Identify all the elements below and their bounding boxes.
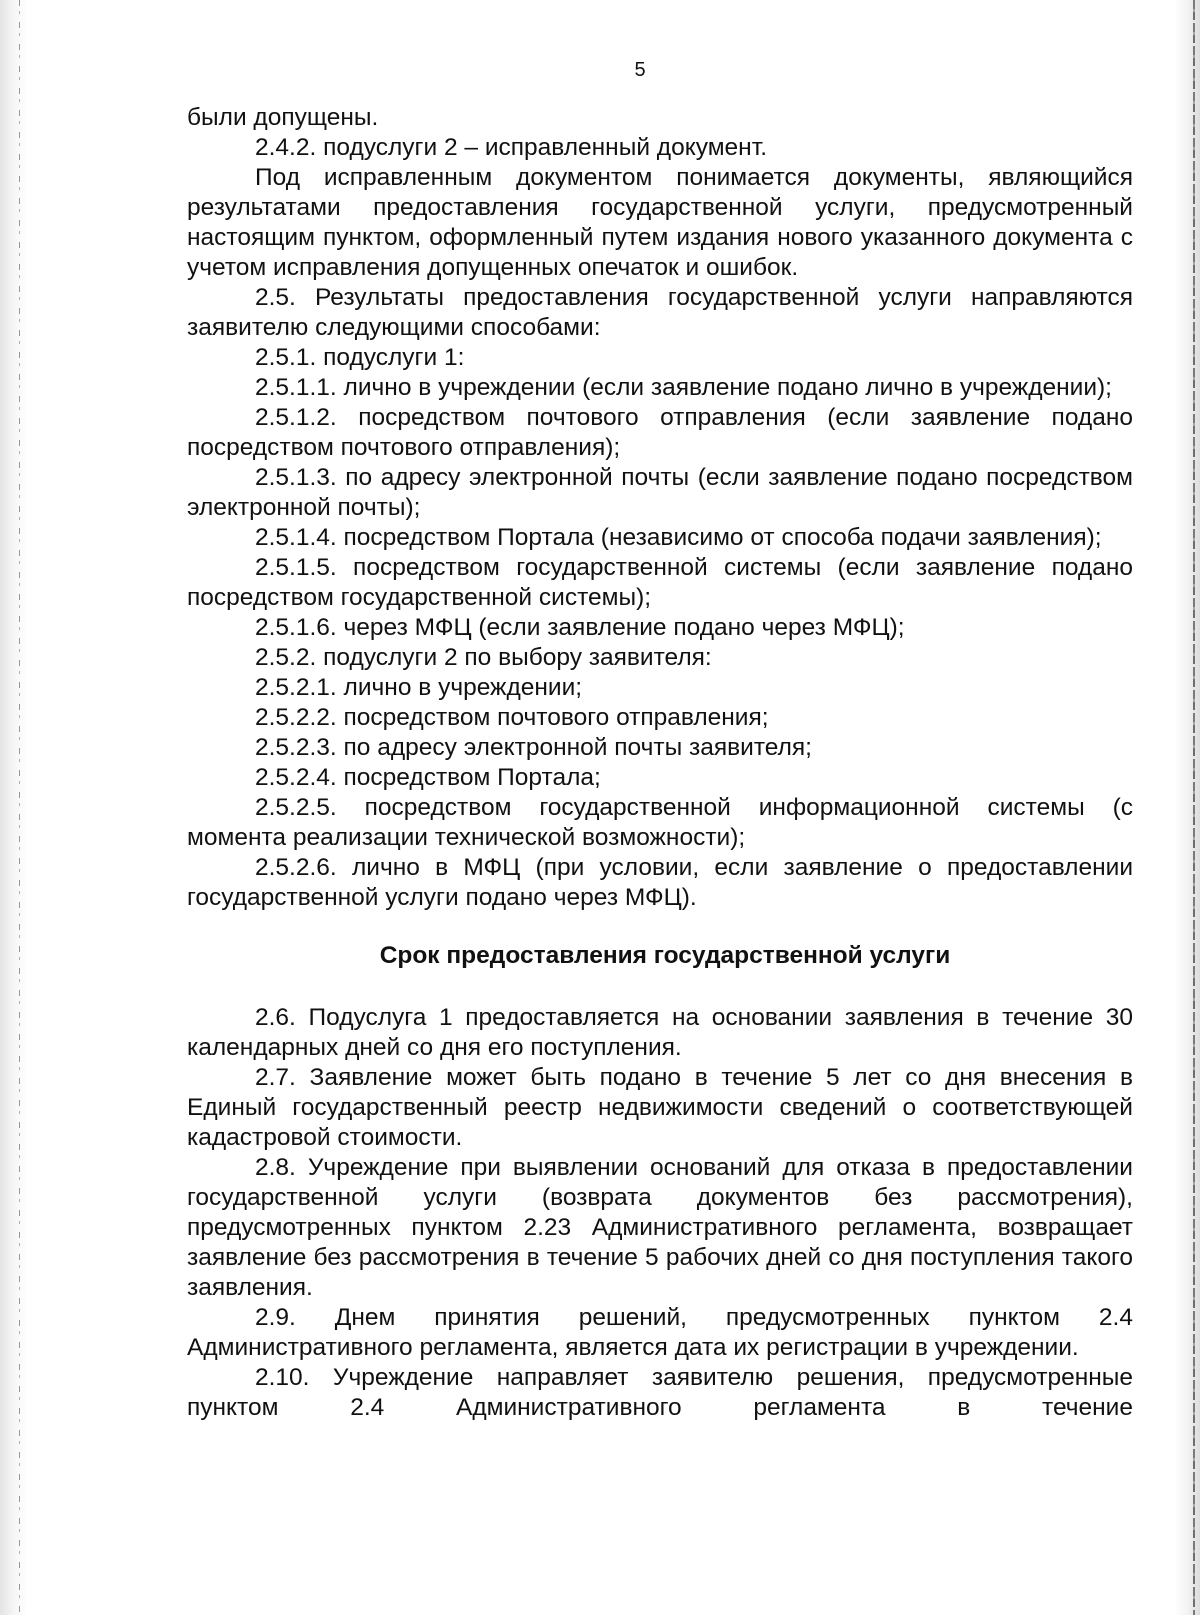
paragraph: 2.5.1.5. посредством государственной системы (если заявление подано посредством государственной системы); [187,554,1133,611]
paragraph: 2.5.2.1. лично в учреждении; [255,674,583,701]
page-number: 5 [634,59,646,81]
paragraph: 2.5.1. подуслуги 1: [255,344,465,371]
paragraph: 2.5.1.2. посредством почтового отправления (если заявление подано посредством почтового отправления); [187,404,1133,461]
paragraph: 2.6. Подуслуга 1 предоставляется на основании заявления в течение 30 календарных дней со дня его поступления. [187,1004,1133,1061]
paragraphs-after-heading [187,1003,1133,1423]
document-body [187,103,1133,1423]
section-heading: Срок предоставления государственной услуги [379,942,951,969]
scan-edge-right [1174,0,1200,1615]
paragraph: 2.9. Днем принятия решений, предусмотренных пунктом 2.4 Административного регламента, является дата их регистрации в учреждении. [187,1304,1133,1361]
paragraph: 2.5.1.6. через МФЦ (если заявление подано через МФЦ); [255,614,905,641]
paragraph: 2.5.1.4. посредством Портала (независимо от способа подачи заявления); [255,524,1102,551]
paragraph: 2.4.2. подуслуги 2 – исправленный документ. [255,134,768,161]
scan-edge-left [0,0,28,1615]
paragraph: были допущены. [187,104,379,131]
paragraph: 2.5.1.1. лично в учреждении (если заявление подано лично в учреждении); [255,374,1112,401]
paragraph: 2.5.2.4. посредством Портала; [255,764,601,791]
paragraph: Под исправленным документом понимается документы, являющийся результатами предоставления государственной услуги, предусмотренный настоящим пунктом, оформленный путем издания нового указанного документа с учетом исправления допущенных опечаток и ошибок. [187,164,1133,281]
paragraph: 2.8. Учреждение при выявлении оснований для отказа в предоставлении государственной услуги (возврата документов без рассмотрения), предусмотренных пунктом 2.23 Административного регламента, возвращает заявление без рассмотрения в течение 5 рабочих дней со дня поступления такого заявления. [187,1154,1133,1301]
paragraph: 2.5.2.5. посредством государственной информационной системы (с момента реализации технической возможности); [187,794,1133,851]
paragraphs-before-heading [187,103,1133,913]
paragraph: 2.5.2.2. посредством почтового отправления; [255,704,769,731]
paragraph: 2.5.2.3. по адресу электронной почты заявителя; [255,734,812,761]
paragraph: 2.5.2. подуслуги 2 по выбору заявителя: [255,644,712,671]
paragraph: 2.10. Учреждение направляет заявителю решения, предусмотренные пунктом 2.4 Административного регламента в течение [187,1364,1133,1421]
paragraph: 2.5.1.3. по адресу электронной почты (если заявление подано посредством электронной почты); [187,464,1133,521]
paragraph: 2.5. Результаты предоставления государственной услуги направляются заявителю следующими способами: [187,284,1133,341]
paragraph: 2.5.2.6. лично в МФЦ (при условии, если заявление о предоставлении государственной услуги подано через МФЦ). [187,854,1133,911]
paragraph: 2.7. Заявление может быть подано в течение 5 лет со дня внесения в Единый государственный реестр недвижимости сведений о соответствующей кадастровой стоимости. [187,1064,1133,1151]
